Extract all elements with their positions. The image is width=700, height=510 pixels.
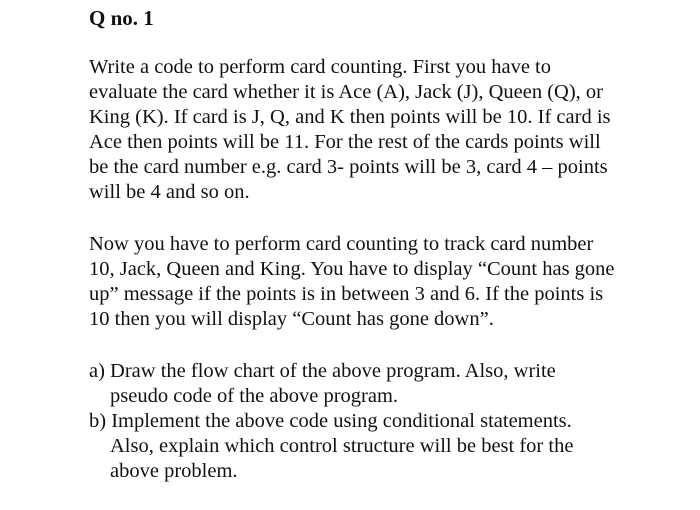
question-title: Q no. 1 bbox=[89, 6, 154, 30]
paragraph-line: will be 4 and so on. bbox=[89, 181, 250, 203]
part-a bbox=[89, 359, 573, 409]
paragraph-line: up” message if the points is in between 3 and 6. If the points is bbox=[89, 283, 604, 305]
paragraph-line: 10 then you will display “Count has gone down”. bbox=[89, 308, 494, 330]
question-parts-list bbox=[89, 359, 573, 484]
part-b bbox=[89, 409, 573, 484]
paragraph-card-evaluation bbox=[89, 55, 611, 205]
paragraph-line: 10, Jack, Queen and King. You have to display “Count has gone bbox=[89, 258, 615, 280]
part-b-line: above problem. bbox=[110, 460, 238, 482]
part-a-line: a) Draw the flow chart of the above program. Also, write bbox=[89, 360, 556, 382]
paragraph-line: Write a code to perform card counting. First you have to bbox=[89, 56, 551, 78]
part-b-line: Also, explain which control structure will be best for the bbox=[110, 435, 574, 457]
paragraph-line: be the card number e.g. card 3- points will be 3, card 4 – points bbox=[89, 156, 608, 178]
paragraph-line: Ace then points will be 11. For the rest of the cards points will bbox=[89, 131, 601, 153]
part-a-line: pseudo code of the above program. bbox=[110, 385, 399, 407]
part-b-line: b) Implement the above code using conditional statements. bbox=[89, 410, 572, 432]
paragraph-line: King (K). If card is J, Q, and K then points will be 10. If card is bbox=[89, 106, 611, 128]
paragraph-line: evaluate the card whether it is Ace (A), Jack (J), Queen (Q), or bbox=[89, 81, 603, 103]
paragraph-line: Now you have to perform card counting to track card number bbox=[89, 233, 594, 255]
paragraph-card-counting bbox=[89, 232, 615, 332]
